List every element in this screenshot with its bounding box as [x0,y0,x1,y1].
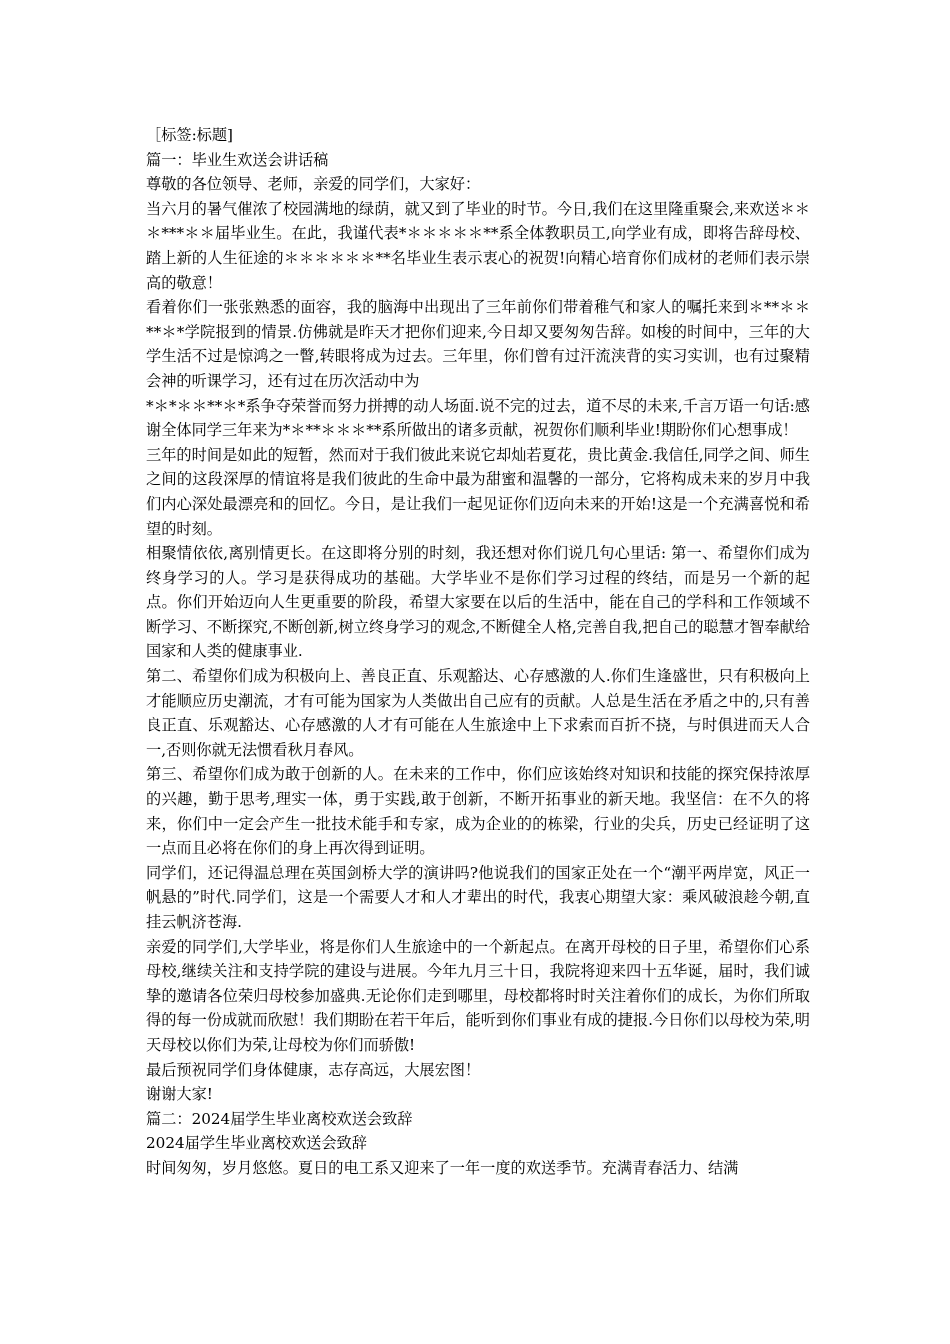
paragraph: 第三、希望你们成为敢于创新的人。在未来的工作中，你们应该始终对知识和技能的探究保持浓厚的兴趣，勤于思考,理实一体，勇于实践,敢于创新，不断开拓事业的新天地。我坚信：在不久的将来，你们中一定会产生一批技术能手和专家，成为企业的的栋梁，行业的尖兵，历史已经证明了这一点而且必将在你们的身上再次得到证明。 [146,765,810,858]
paragraph: 最后预祝同学们身体健康，志存高远，大展宏图！ [146,1060,481,1079]
paragraph: 亲爱的同学们,大学毕业，将是你们人生旅途中的一个新起点。在离开母校的日子里，希望你们心系母校,继续关注和支持学院的建设与进展。今年九月三十日，我院将迎来四十五华诞，届时，我们诚挚的邀请各位荣归母校参加盛典.无论你们走到哪里，母校都将时时关注着你们的成长，为你们所取得的每一份成就而欣慰！我们期盼在若干年后，能听到你们事业有成的捷报.今日你们以母校为荣,明天母校以你们为荣,让母校为你们而骄傲! [146,937,810,1054]
paragraph: 尊敬的各位领导、老师，亲爱的同学们，大家好： [146,175,481,194]
section-heading-2: 篇二：2024届学生毕业离校欢送会致辞 [146,1109,413,1128]
paragraph: 三年的时间是如此的短暂，然而对于我们彼此来说它却灿若夏花，贵比黄金.我信任,同学之间、师生之间的这段深厚的情谊将是我们彼此的生命中最为甜蜜和温馨的一部分，它将构成未来的岁月中我们内心深处最漂亮和的回忆。今日，是让我们一起见证你们迈向未来的开始!这是一个充满喜悦和希望的时刻。 [146,445,810,538]
paragraph: 看着你们一张张熟悉的面容，我的脑海中出现出了三年前你们带着稚气和家人的嘱托来到＊**＊＊**＊*学院报到的情景.仿佛就是昨天才把你们迎来,今日却又要匆匆告辞。如梭的时间中，三年的大学生活不过是惊鸿之一瞥,转眼将成为过去。三年里，你们曾有过汗流浃背的实习实训，也有过聚精会神的听课学习，还有过在历次活动中为 [146,298,810,390]
paragraph: 2024届学生毕业离校欢送会致辞 [146,1134,367,1153]
paragraph: 同学们，还记得温总理在英国剑桥大学的演讲吗?他说我们的国家正处在一个“潮平两岸宽，风正一帆悬的”时代.同学们，这是一个需要人才和人才辈出的时代，我衷心期望大家：乘风破浪趁今朝,直挂云帆济苍海. [146,863,810,931]
paragraph: 第二、希望你们成为积极向上、善良正直、乐观豁达、心存感激的人.你们生逢盛世，只有积极向上才能顺应历史潮流，才有可能为国家为人类做出自己应有的贡献。人总是生活在矛盾之中的,只有善良正直、乐观豁达、心存感激的人才有可能在人生旅途中上下求索而百折不挠，与时俱进而天人合一,否则你就无法惯看秋月春风。 [146,667,810,759]
paragraph: 相聚情依依,离别情更长。在这即将分别的时刻，我还想对你们说几句心里话: 第一、希望你们成为终身学习的人。学习是获得成功的基础。大学毕业不是你们学习过程的终结，而是另一个新的起点。你们开始迈向人生更重要的阶段，希望大家要在以后的生活中，能在自己的学科和工作领域不断学习、不断探究,不断创新,树立终身学习的观念,不断健全人格,完善自我,把自己的聪慧才智奉献给国家和人类的健康事业. [146,544,810,661]
paragraph: *＊*＊＊**＊*系争夺荣誉而努力拼搏的动人场面.说不完的过去，道不尽的未来,千言万语一句话:感谢全体同学三年来为*＊**＊＊＊**系所做出的诸多贡献，祝贺你们顺利毕业!期盼你们心想事成！ [146,396,810,440]
tag-line: ［标签:标题] [146,126,233,144]
paragraph: 谢谢大家! [146,1085,213,1104]
section-heading-1: 篇一：毕业生欢送会讲话稿 [146,150,329,169]
paragraph: 当六月的暑气催浓了校园满地的绿荫，就又到了毕业的时节。今日,我们在这里隆重聚会,来欢送＊＊＊***＊＊届毕业生。在此，我谨代表*＊＊＊＊＊**系全体教职员工,向学业有成，即将告辞母校、踏上新的人生征途的＊＊＊＊＊＊**名毕业生表示衷心的祝贺!向精心培育你们成材的老师们表示崇高的敬意！ [146,199,810,292]
document-body [146,123,810,1181]
paragraph: 时间匆匆，岁月悠悠。夏日的电工系又迎来了一年一度的欢送季节。充满青春活力、结满 [146,1158,739,1177]
